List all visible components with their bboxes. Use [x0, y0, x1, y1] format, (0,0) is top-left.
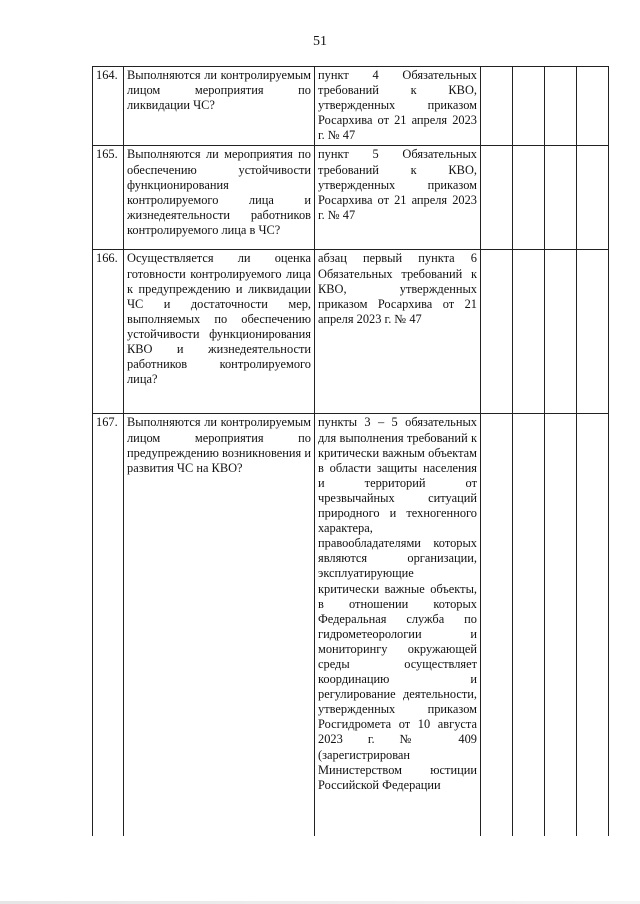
- answer-not-applicable-cell[interactable]: [545, 146, 577, 250]
- reference-cell: пункт 4 Обязательных требований к КВО, утвержденных приказом Росархива от 21 апреля 2023 г. № 47: [315, 67, 481, 146]
- answer-not-applicable-cell[interactable]: [545, 250, 577, 414]
- reference-cell: пункт 5 Обязательных требований к КВО, утвержденных приказом Росархива от 21 апреля 2023 г. № 47: [315, 146, 481, 250]
- row-number: 166.: [93, 250, 124, 414]
- table-row: [93, 414, 609, 836]
- answer-not-applicable-cell[interactable]: [545, 67, 577, 146]
- table-row: [93, 146, 609, 250]
- row-number: 167.: [93, 414, 124, 836]
- note-cell[interactable]: [577, 67, 609, 146]
- question-cell: Выполняются ли мероприятия по обеспечению устойчивости функционирования контролируемого лица и жизнедеятельности работников контролируемого лица в ЧС?: [124, 146, 315, 250]
- reference-cell: пункты 3 – 5 обязательных для выполнения требований к критически важным объектам в области защиты населения и территорий от чрезвычайных ситуаций природного и техногенного характера, правообладателями которых являются организации, эксплуатирующие критически важные объекты, в отношении которых Федеральная служба по гидрометеорологии и мониторингу окружающей среды осуществляет координацию и регулирование деятельности, утвержденных приказом Росгидромета от 10 августа 2023 г. № 409 (зарегистрирован Министерством юстиции Российской Федерации: [315, 414, 481, 836]
- answer-yes-cell[interactable]: [481, 414, 513, 836]
- note-cell[interactable]: [577, 146, 609, 250]
- table-row: [93, 250, 609, 414]
- answer-yes-cell[interactable]: [481, 250, 513, 414]
- question-cell: Осуществляется ли оценка готовности контролируемого лица к предупреждению и ликвидации ЧС и достаточности мер, выполняемых по обеспечению устойчивости функционирования КВО и жизнедеятельности работников контролируемого лица?: [124, 250, 315, 414]
- reference-cell: абзац первый пункта 6 Обязательных требований к КВО, утвержденных приказом Росархива от 21 апреля 2023 г. № 47: [315, 250, 481, 414]
- question-cell: Выполняются ли контролируемым лицом мероприятия по предупреждению возникновения и развития ЧС на КВО?: [124, 414, 315, 836]
- requirements-checklist-table: [92, 66, 609, 836]
- note-cell[interactable]: [577, 414, 609, 836]
- page-number: 51: [313, 34, 327, 49]
- answer-no-cell[interactable]: [513, 146, 545, 250]
- row-number: 165.: [93, 146, 124, 250]
- answer-yes-cell[interactable]: [481, 146, 513, 250]
- row-number: 164.: [93, 67, 124, 146]
- answer-yes-cell[interactable]: [481, 67, 513, 146]
- answer-not-applicable-cell[interactable]: [545, 414, 577, 836]
- answer-no-cell[interactable]: [513, 250, 545, 414]
- answer-no-cell[interactable]: [513, 414, 545, 836]
- table-row: [93, 67, 609, 146]
- question-cell: Выполняются ли контролируемым лицом мероприятия по ликвидации ЧС?: [124, 67, 315, 146]
- answer-no-cell[interactable]: [513, 67, 545, 146]
- note-cell[interactable]: [577, 250, 609, 414]
